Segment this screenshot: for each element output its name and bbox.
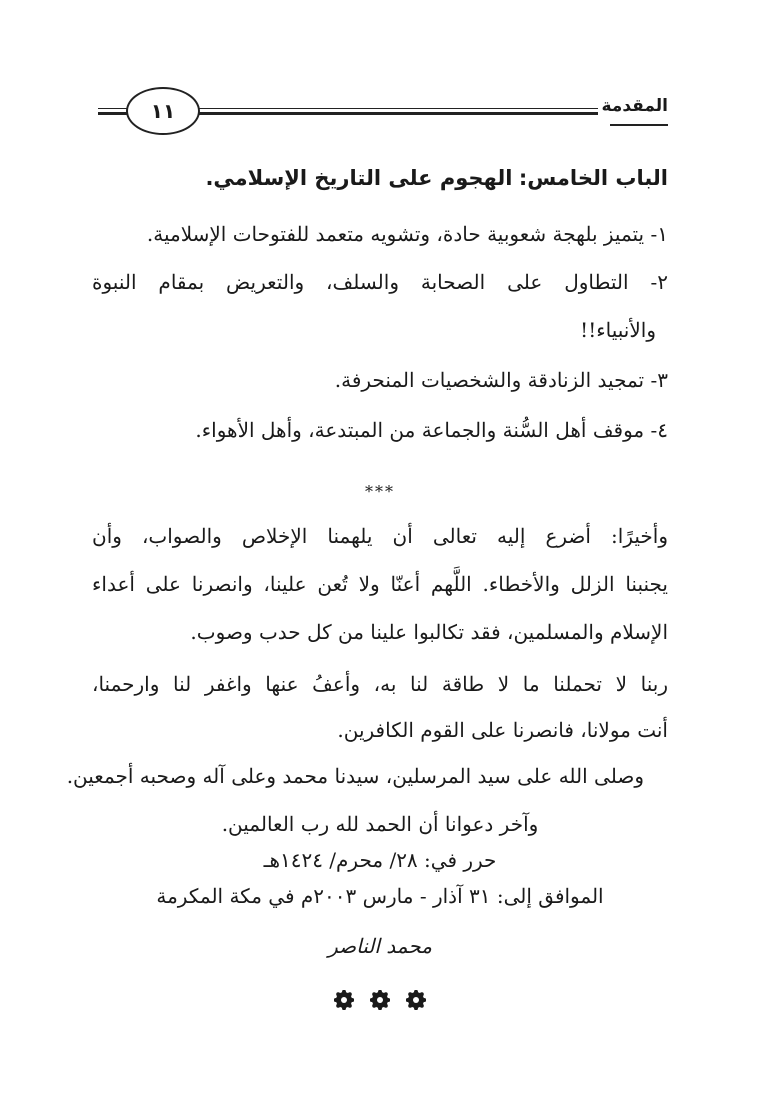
chapter-label: الباب الخامس:	[518, 166, 668, 190]
closing-line: وصلى الله على سيد المرسلين، سيدنا محمد وعلى آله وصحبه أجمعين.	[66, 764, 644, 788]
list-item: ١- يتميز بلهجة شعوبية حادة، وتشويه متعمد للفتوحات الإسلامية.	[146, 222, 668, 246]
flower-ornament-icon	[370, 990, 390, 1010]
closing-line: يجنبنا الزلل والأخطاء. اللَّهم أعنّا ولا تُعن علينا، وانصرنا على أعداء	[92, 572, 668, 596]
date-written: حرر في: ٢٨/ محرم/ ١٤٢٤هـ	[263, 848, 497, 872]
chapter-title: الهجوم على التاريخ الإسلامي.	[205, 166, 513, 190]
date-corresponding: الموافق إلى: ٣١ آذار - مارس ٢٠٠٣م في مكة المكرمة	[156, 884, 604, 908]
list-item: ٣- تمجيد الزنادقة والشخصيات المنحرفة.	[334, 368, 668, 392]
list-item: ٤- موقف أهل السُّنة والجماعة من المبتدعة، وأهل الأهواء.	[195, 418, 668, 442]
closing-line: أنت مولانا، فانصرنا على القوم الكافرين.	[337, 718, 668, 742]
section-title: المقدمة	[601, 96, 668, 116]
flower-ornament-icon	[334, 990, 354, 1010]
closing-line: الإسلام والمسلمين، فقد تكالبوا علينا من كل حدب وصوب.	[190, 620, 668, 644]
closing-line: وآخر دعوانا أن الحمد لله رب العالمين.	[221, 812, 539, 836]
author-signature: محمد الناصر	[328, 934, 432, 958]
page-header	[98, 86, 668, 138]
list-item-continuation: والأنبياء!!	[580, 318, 656, 342]
end-ornaments	[0, 990, 760, 1010]
page-number: ١١	[126, 87, 200, 135]
closing-line: وأخيرًا: أضرع إليه تعالى أن يلهمنا الإخلاص والصواب، وأن	[92, 524, 668, 548]
chapter-heading	[205, 166, 668, 191]
closing-line: ربنا لا تحملنا ما لا طاقة لنا به، وأعفُ عنها واغفر لنا وارحمنا،	[92, 672, 668, 696]
list-item: ٢- التطاول على الصحابة والسلف، والتعريض بمقام النبوة	[92, 270, 668, 294]
section-title-underline	[610, 124, 668, 126]
section-separator: ***	[365, 482, 395, 501]
flower-ornament-icon	[406, 990, 426, 1010]
